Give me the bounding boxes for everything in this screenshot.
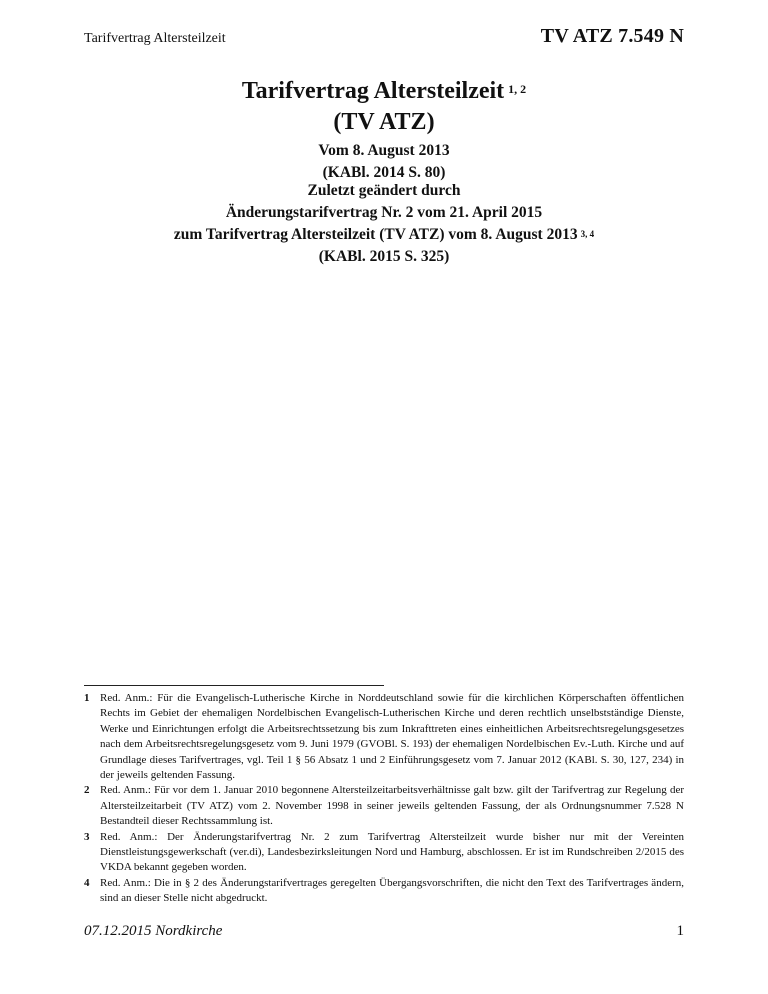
footnote-1 bbox=[84, 691, 684, 783]
footnote-2 bbox=[84, 783, 684, 829]
footer-date-source: 07.12.2015 Nordkirche bbox=[84, 923, 223, 939]
footnote-number: 3 bbox=[84, 830, 90, 843]
footnote-ref-amendment[interactable]: 3, 4 bbox=[580, 229, 595, 239]
page-number: 1 bbox=[676, 923, 684, 939]
amendment-gazette-reference: (KABl. 2015 S. 325) bbox=[318, 248, 450, 265]
footnote-text: Red. Anm.: Der Änderungstarifvertrag Nr. 2 zum Tarifvertrag Altersteilzeit wurde bisher nur mit der Vereinten Dienstleistungsgewerkschaft (ver.di), Landesbezirksleitungen Nord und Hamburg, abschlossen. Er ist im Rundschreiben 2/2015 des VKDA bekannt gegeben worden. bbox=[100, 830, 684, 874]
document-subtitle: (TV ATZ) bbox=[333, 109, 435, 135]
footnote-ref-title[interactable]: 1, 2 bbox=[508, 82, 527, 96]
amendment-line-3 bbox=[0, 224, 768, 246]
amendment-line-2: Änderungstarifvertrag Nr. 2 vom 21. April 2015 bbox=[225, 204, 543, 221]
footnote-number: 1 bbox=[84, 692, 90, 704]
footnote-text: Red. Anm.: Für die Evangelisch-Lutherische Kirche in Norddeutschland sowie für die kirchlichen Körperschaften öffentlichen Rechts im Gebiet der ehemaligen Nordelbischen Evangelisch-Lutherischen Kirche und deren rechtlich unselbstständige Dienste, Werke und Einrichtungen erfolgt die Arbeitsrechtssetzung bis zum Inkrafttreten eines einheitlichen Arbeitsrechtsregelungsgesetzes nach dem Arbeitsrechtsregelungsgesetz vom 9. Juni 1979 (GVOBl. S. 193) der ehemaligen Nordelbischen Ev.-Luth. Kirche und auf Grundlage dieses Tarifvertrages, vgl. Teil 1 § 56 Absatz 1 und 2 Einführungsgesetz vom 7. Januar 2012 (KABl. S. 30, 127, 234) in der jeweils geltenden Fassung. bbox=[100, 692, 684, 782]
footnote-number: 2 bbox=[84, 784, 90, 797]
footnote-number: 4 bbox=[84, 876, 90, 889]
title-block bbox=[0, 75, 768, 137]
gazette-reference: (KABl. 2014 S. 80) bbox=[322, 164, 446, 181]
date-line: Vom 8. August 2013 bbox=[318, 142, 450, 159]
document-title bbox=[0, 75, 768, 107]
date-block bbox=[0, 140, 768, 184]
amendment-line-3-text: zum Tarifvertrag Altersteilzeit (TV ATZ) vom 8. August 2013 bbox=[173, 226, 578, 243]
amendment-line-1: Zuletzt geändert durch bbox=[307, 182, 461, 199]
footnote-separator bbox=[84, 685, 384, 686]
document-title-text: Tarifvertrag Altersteilzeit bbox=[241, 78, 505, 104]
footnote-3 bbox=[84, 830, 684, 876]
footnote-text: Red. Anm.: Für vor dem 1. Januar 2010 begonnene Altersteilzeitarbeitsverhältnisse galt bzw. gilt der Tarifvertrag zur Regelung der Altersteilzeitarbeit (TV ATZ) vom 2. November 1998 in seiner jeweils geltenden Fassung, der als Ordnungsnummer 7.528 N Bestandteil dieser Rechtssammlung ist. bbox=[100, 784, 684, 828]
amendment-block bbox=[0, 180, 768, 268]
footnote-4 bbox=[84, 876, 684, 907]
footnotes bbox=[84, 691, 684, 907]
running-header-doc-number: TV ATZ 7.549 N bbox=[540, 25, 684, 47]
footnote-text: Red. Anm.: Die in § 2 des Änderungstarifvertrages geregelten Übergangsvorschriften, die nicht den Text des Tarifvertrages ändern, sind an dieser Stelle nicht abgedruckt. bbox=[100, 876, 684, 905]
running-header-title: Tarifvertrag Altersteilzeit bbox=[84, 31, 226, 46]
